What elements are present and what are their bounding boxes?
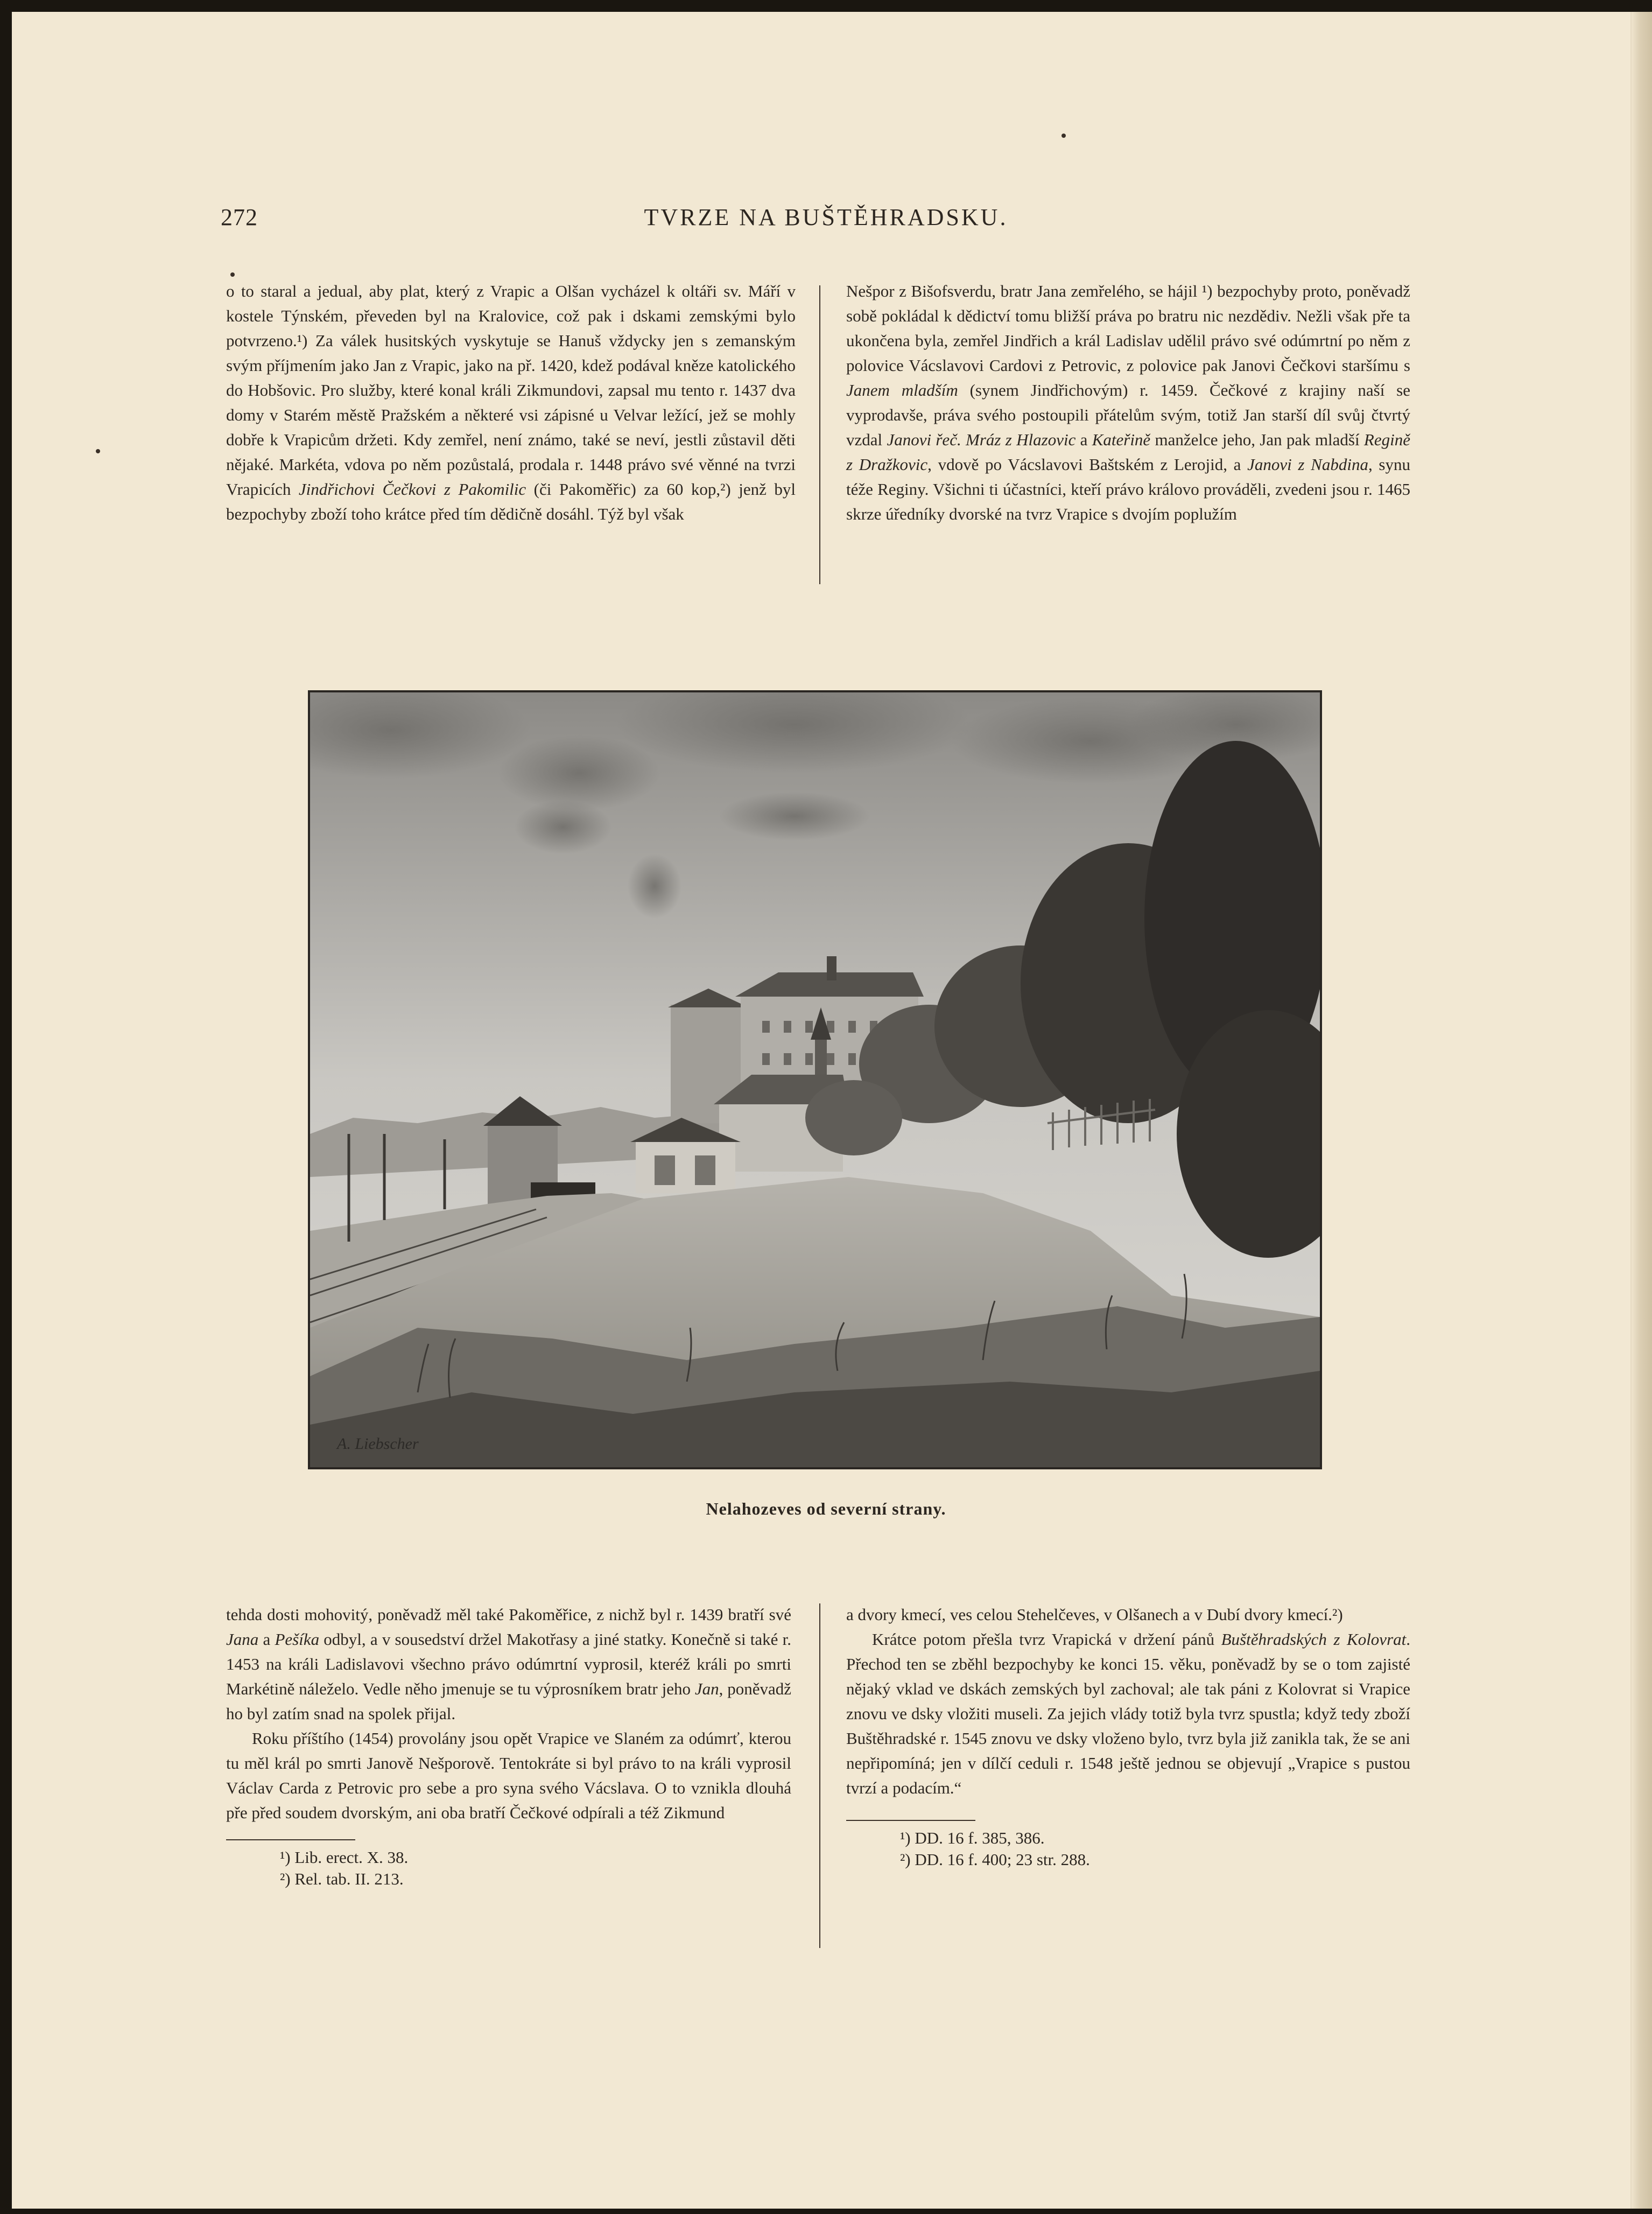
- paragraph-text: (synem Jindřichovým) r. 1459. Čečkové z krajiny naší se vyprodavše, práva svého postoupili přátelům svým, totiž Jan starší díl svůj čtvrtý vzdal: [846, 381, 1410, 449]
- footnote: ²) Rel. tab. II. 213.: [280, 1869, 404, 1888]
- artist-signature: A. Liebscher: [337, 1435, 419, 1453]
- person-name: Pešíka: [275, 1630, 320, 1649]
- page-edge: [1630, 12, 1652, 2209]
- text-column-bottom-right: [846, 1602, 1410, 1870]
- text-column-top-left: [226, 279, 796, 527]
- paragraph-text: tehda dosti mohovitý, poněvadž měl také Pakoměřice, z nichž byl r. 1439 bratří své: [226, 1605, 791, 1624]
- paragraph-text: odbyl, a v sousedství držel Makotřasy a jiné statky. Konečně si také r. 1453 na králi Ladislavovi všechno právo odúmrtní vyprosil, kteréž králi po smrti Markétině náleželo. Vedle něho jmenuje se tu výprosníkem bratr jeho: [226, 1630, 792, 1698]
- page-number: 272: [221, 204, 258, 230]
- ink-speck: [1062, 134, 1066, 138]
- person-name: Kateřině: [1092, 430, 1151, 449]
- person-name: Janovi řeč. Mráz z Hlazovic: [887, 430, 1076, 449]
- landscape-engraving: [310, 692, 1320, 1467]
- footnote: ²) DD. 16 f. 400; 23 str. 288.: [900, 1850, 1090, 1869]
- paragraph-text: , poněvadž ho byl zatím snad na spolek přijal.: [226, 1679, 791, 1723]
- ink-speck: [230, 272, 235, 277]
- paragraph-text: a dvory kmecí, ves celou Stehelčeves, v Olšanech a v Dubí dvory kmecí.²): [846, 1605, 1343, 1624]
- person-name: Janovi z Nabdina: [1247, 455, 1368, 474]
- illustration-nelahozeves: [308, 690, 1322, 1469]
- ink-speck: [96, 449, 100, 453]
- paragraph-text: , synu téže Reginy. Všichni ti účastníci, kteří právo královo prováděli, zvedeni jsou r. 1465 skrze úředníky dvorské na tvrz Vrapice s dvojím poplužím: [846, 455, 1410, 523]
- paragraph-text: . Přechod ten se zběhl bezpochyby ke konci 15. věku, poněvadž by se o tom zajisté nějaký vklad ve dskách zemských byl zachoval; ale tak páni z Kolovrat si Vrapice znovu ve dsky vložiti museli. Za jejich vlády totiž byla tvrz spustla; když tedy zboží Buštěhradské r. 1545 znovu ve dsky vloženo bylo, tvrz byla již zanikla tak, že se ani nepřipomíná; jen v dílčí ceduli r. 1548 ještě jednou se objevují „Vrapice s pustou tvrzí a podacím.“: [846, 1630, 1410, 1797]
- figure-caption: Nelahozeves od severní strany.: [706, 1499, 946, 1518]
- family-name: Buštěhradských z Kolovrat: [1221, 1630, 1407, 1649]
- footnote-rule: [226, 1839, 355, 1840]
- footnote: ¹) DD. 16 f. 385, 386.: [900, 1828, 1045, 1847]
- person-name: Jindřichovi Čečkovi z Pakomilic: [298, 480, 526, 499]
- footnote: ¹) Lib. erect. X. 38.: [280, 1848, 409, 1867]
- column-rule: [819, 1603, 820, 1948]
- text-column-top-right: [846, 279, 1410, 527]
- paragraph-text: Nešpor z Bišofsverdu, bratr Jana zemřelého, se hájil ¹) bezpochyby proto, poněvadž sobě pokládal k dědictví tomu bližší práva po bratru nic nezdědiv. Nežli však pře ta ukončena byla, zemřel Jindřich a král Ladislav udělil právo své odúmrtní po něm z polovice Vácslavovi Cardovi z Petrovic, z polovice pak Janovi Čečkovi staršímu s: [846, 282, 1410, 375]
- paragraph-text: (či Pakoměřic) za 60 kop,²) jenž byl bezpochyby zboží toho krátce před tím dědičně dosáhl. Týž byl však: [226, 480, 796, 523]
- running-title: TVRZE NA BUŠTĚHRADSKU.: [644, 204, 1008, 230]
- person-name: Jana: [226, 1630, 259, 1649]
- text-column-bottom-left: [226, 1602, 791, 1890]
- paragraph-text: Roku příštího (1454) provolány jsou opět Vrapice ve Slaném za odúmrť, kterou tu měl král po smrti Janově Nešporově. Tentokráte si byl právo to na králi vyprosil Václav Carda z Petrovic pro sebe a pro syna svého Vácslava. O to vznikla dlouhá pře před soudem dvorským, ani oba bratří Čečkové odpírali a též Zikmund: [226, 1729, 791, 1822]
- paragraph-text: Krátce potom přešla tvrz Vrapická v držení pánů: [872, 1630, 1221, 1649]
- footnote-rule: [846, 1820, 975, 1821]
- person-name: Jan: [694, 1679, 719, 1698]
- column-rule: [819, 285, 820, 584]
- paragraph-text: manželce jeho, Jan pak mladší: [1150, 430, 1364, 449]
- paragraph-text: o to staral a jedual, aby plat, který z Vrapic a Olšan vycházel k oltáři sv. Máří v kostele Týnském, převeden byl na Kralovice, což pak i dskami zemskými bylo potvrzeno.¹) Za válek husitských vyskytuje se Hanuš vždycky jen s zemanským svým příjmením jako Jan z Vrapic, jako na př. 1420, kdež podával kněze katolického do Hobšovic. Pro služby, které konal králi Zikmundovi, zapsal mu tento r. 1437 dva domy v Starém městě Pražském a některé vsi zápisné u Velvar ležící, jež se mohly dobře k Vrapicům držeti. Kdy zemřel, není známo, také se neví, jestli zůstavil děti nějaké. Markéta, vdova po něm pozůstalá, prodala r. 1448 právo své věnné na tvrzi Vrapicích: [226, 282, 796, 499]
- paragraph-text: a: [1075, 430, 1092, 449]
- person-name: Janem mladším: [846, 381, 958, 400]
- paragraph-text: , vdově po Vácslavovi Baštském z Lerojid, a: [927, 455, 1248, 474]
- person-name: Regině z Dražkovic: [846, 430, 1410, 474]
- paragraph-text: a: [258, 1630, 275, 1649]
